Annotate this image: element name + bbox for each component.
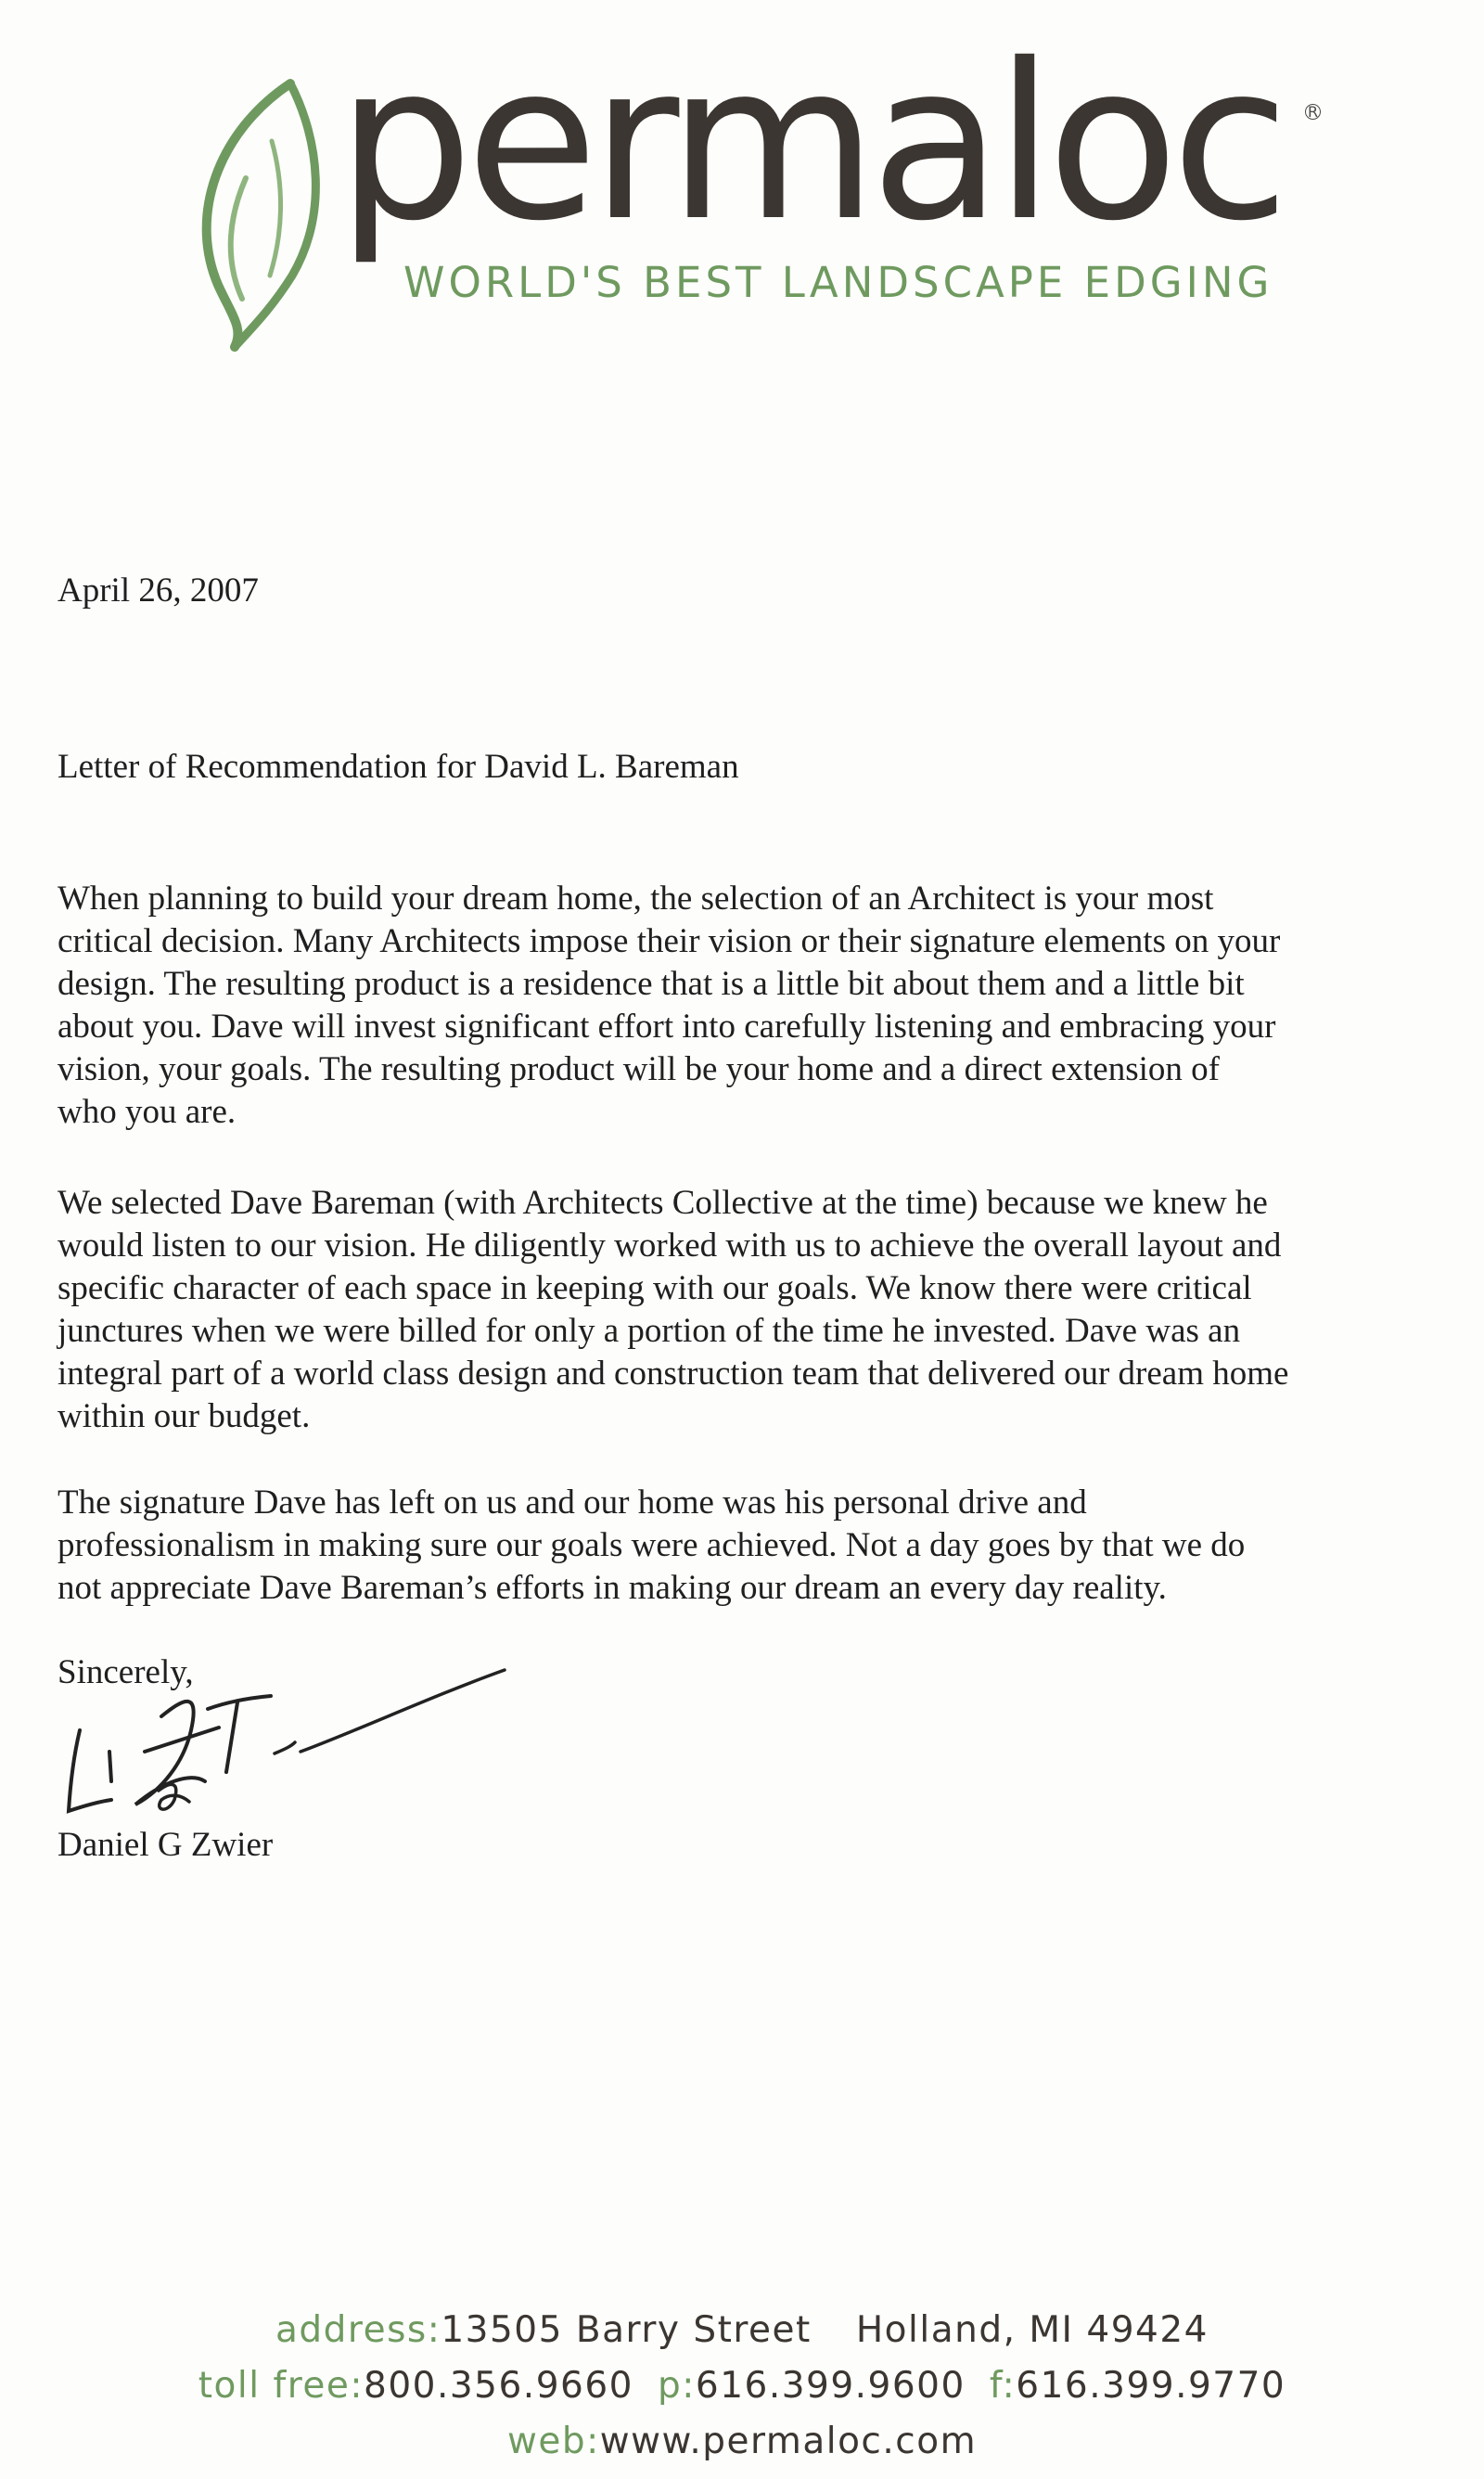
paragraph-line: The signature Dave has left on us and our home was his personal drive and — [58, 1484, 1087, 1522]
brand-name: permaloc — [337, 18, 1283, 268]
paragraph-line: about you. Dave will invest significant effort into carefully listening and embracing your — [58, 1008, 1276, 1046]
signer-name: Daniel G Zwier — [58, 1826, 274, 1864]
city-value: Holland, MI 49424 — [855, 2309, 1209, 2351]
closing-salutation: Sincerely, — [58, 1653, 194, 1691]
registered-mark: R — [1305, 104, 1321, 120]
paragraph-line: who you are. — [58, 1093, 237, 1131]
letter-subject: Letter of Recommendation for David L. Bareman — [58, 748, 739, 786]
phone-label: p: — [657, 2365, 696, 2407]
paragraph-line: We selected Dave Bareman (with Architects Collective at the time) because we knew he — [58, 1184, 1268, 1222]
letter-date: April 26, 2007 — [58, 572, 259, 610]
paragraph-line: vision, your goals. The resulting product will be your home and a direct extension of — [58, 1050, 1220, 1088]
body-paragraph-3 — [58, 1482, 1449, 1610]
address-label: address: — [275, 2309, 441, 2351]
paragraph-line: professionalism in making sure our goals were achieved. Not a day goes by that we do — [58, 1526, 1246, 1564]
fax-label: f: — [989, 2365, 1017, 2407]
paragraph-line: junctures when we were billed for only a portion of the time he invested. Dave was an — [58, 1312, 1241, 1350]
leaf-logo-icon — [181, 76, 343, 354]
address-value: 13505 Barry Street — [441, 2309, 812, 2351]
paragraph-line: not appreciate Dave Bareman’s efforts in making our dream an every day reality. — [58, 1569, 1167, 1607]
footer-phone-row — [0, 2358, 1484, 2414]
paragraph-line: would listen to our vision. He diligently worked with us to achieve the overall layout and — [58, 1227, 1282, 1265]
paragraph-line: critical decision. Many Architects impose their vision or their signature elements on your — [58, 922, 1281, 960]
tollfree-value: 800.356.9660 — [364, 2365, 633, 2407]
paragraph-line: integral part of a world class design and construction team that delivered our dream home — [58, 1355, 1289, 1393]
handwritten-signature — [52, 1642, 516, 1828]
fax-value: 616.399.9770 — [1016, 2365, 1286, 2407]
body-paragraph-1 — [58, 878, 1449, 1134]
letterhead — [181, 18, 1331, 362]
footer-web-row — [0, 2414, 1484, 2470]
paragraph-line: design. The resulting product is a residence that is a little bit about them and a little bit — [58, 965, 1245, 1003]
tollfree-label: toll free: — [198, 2365, 365, 2407]
paragraph-line: When planning to build your dream home, the selection of an Architect is your most — [58, 880, 1214, 918]
phone-value: 616.399.9600 — [695, 2365, 966, 2407]
body-paragraph-2 — [58, 1182, 1449, 1438]
footer-address-row — [0, 2303, 1484, 2358]
brand-tagline: WORLD'S BEST LANDSCAPE EDGING — [403, 258, 1273, 307]
web-label: web: — [506, 2421, 600, 2462]
web-value: www.permaloc.com — [599, 2421, 978, 2462]
paragraph-line: within our budget. — [58, 1397, 311, 1435]
footer-contact — [0, 2303, 1484, 2470]
paragraph-line: specific character of each space in keeping with our goals. We know there were critical — [58, 1269, 1252, 1307]
